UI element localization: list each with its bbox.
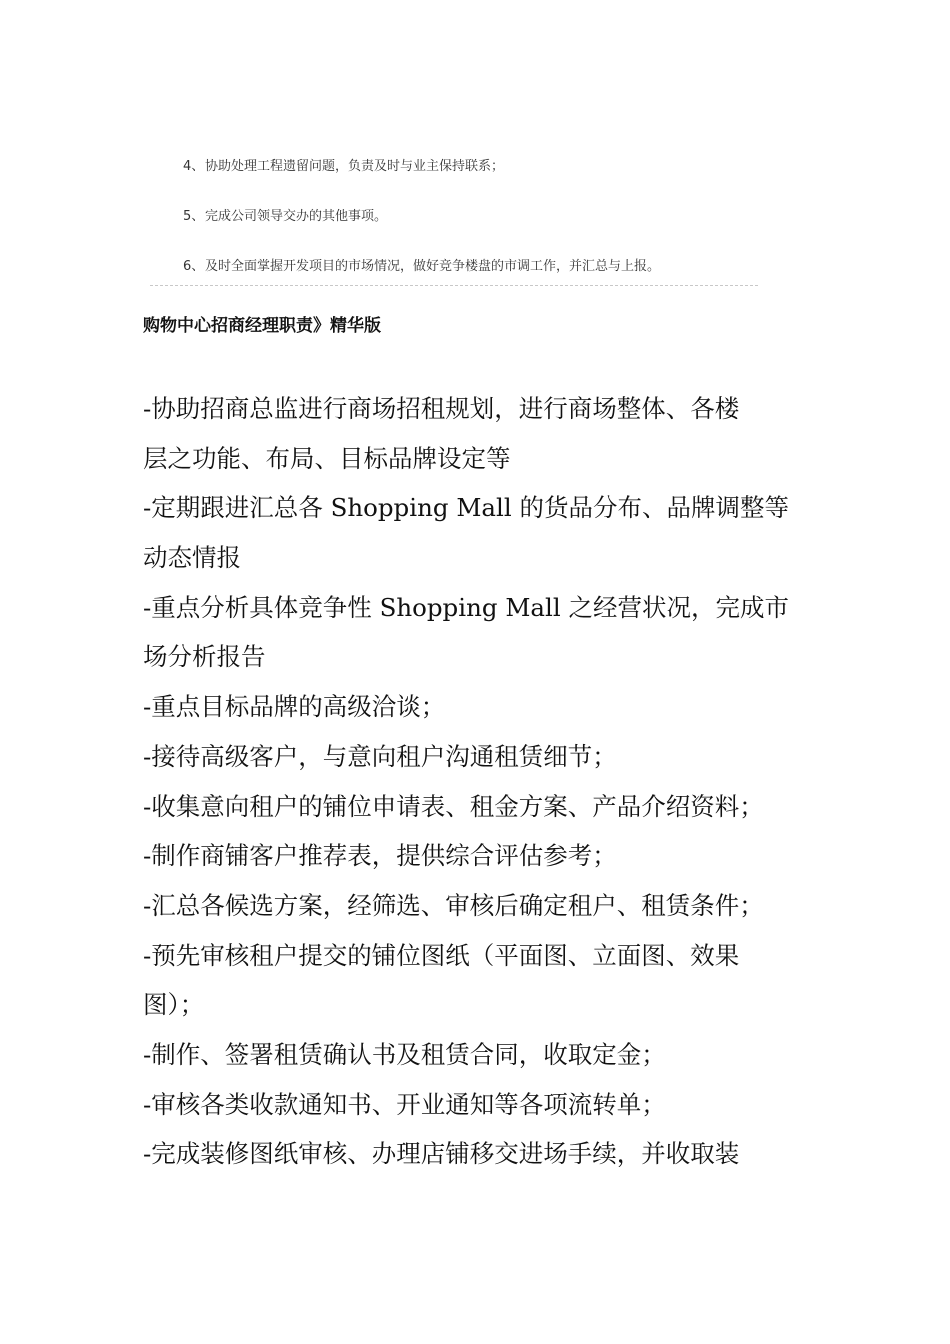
body-line: 图）； bbox=[143, 990, 205, 1020]
body-line: 层之功能、布局、目标品牌设定等 bbox=[143, 443, 511, 473]
body-line: -协助招商总监进行商场招租规划，进行商场整体、各楼 bbox=[143, 394, 740, 423]
list-item-number: 6、 bbox=[183, 259, 205, 274]
body-line: -制作、签署租赁确认书及租赁合同，收取定金； bbox=[143, 1039, 666, 1069]
body-line: -完成装修图纸审核、办理店铺移交进场手续，并收取装 bbox=[143, 1139, 740, 1169]
list-item-text: 协助处理工程遗留问题，负责及时与业主保持联系； bbox=[205, 159, 505, 174]
body-line: 场分析报告 bbox=[143, 642, 266, 672]
list-item-number: 4、 bbox=[183, 159, 205, 174]
list-item-number: 5、 bbox=[183, 209, 205, 224]
body-line: -接待高级客户，与意向租户沟通租赁细节； bbox=[143, 741, 617, 771]
body-line: -定期跟进汇总各 Shopping Mall 的货品分布、品牌调整等 bbox=[143, 493, 789, 523]
body-line: 动态情报 bbox=[143, 543, 241, 573]
list-item-text: 完成公司领导交办的其他事项。 bbox=[205, 209, 388, 224]
body-line: -审核各类收款通知书、开业通知等各项流转单； bbox=[143, 1089, 666, 1119]
list-item bbox=[183, 255, 660, 274]
list-item-text: 及时全面掌握开发项目的市场情况，做好竞争楼盘的市调工作，并汇总与上报。 bbox=[205, 259, 661, 274]
body-line: -重点分析具体竞争性 Shopping Mall 之经营状况，完成市 bbox=[143, 592, 789, 622]
body-line: -收集意向租户的铺位申请表、租金方案、产品介绍资料； bbox=[143, 791, 764, 821]
dashed-divider bbox=[150, 285, 758, 286]
body-line: -制作商铺客户推荐表，提供综合评估参考； bbox=[143, 841, 617, 871]
body-line: -预先审核租户提交的铺位图纸（平面图、立面图、效果 bbox=[143, 940, 740, 970]
list-item bbox=[183, 155, 504, 174]
page-title: 购物中心招商经理职责》精华版 bbox=[143, 316, 381, 336]
body-line: -汇总各候选方案，经筛选、审核后确定租户、租赁条件； bbox=[143, 890, 764, 920]
body-text bbox=[143, 384, 789, 1179]
body-line: -重点目标品牌的高级洽谈； bbox=[143, 692, 446, 722]
list-item bbox=[183, 205, 387, 224]
